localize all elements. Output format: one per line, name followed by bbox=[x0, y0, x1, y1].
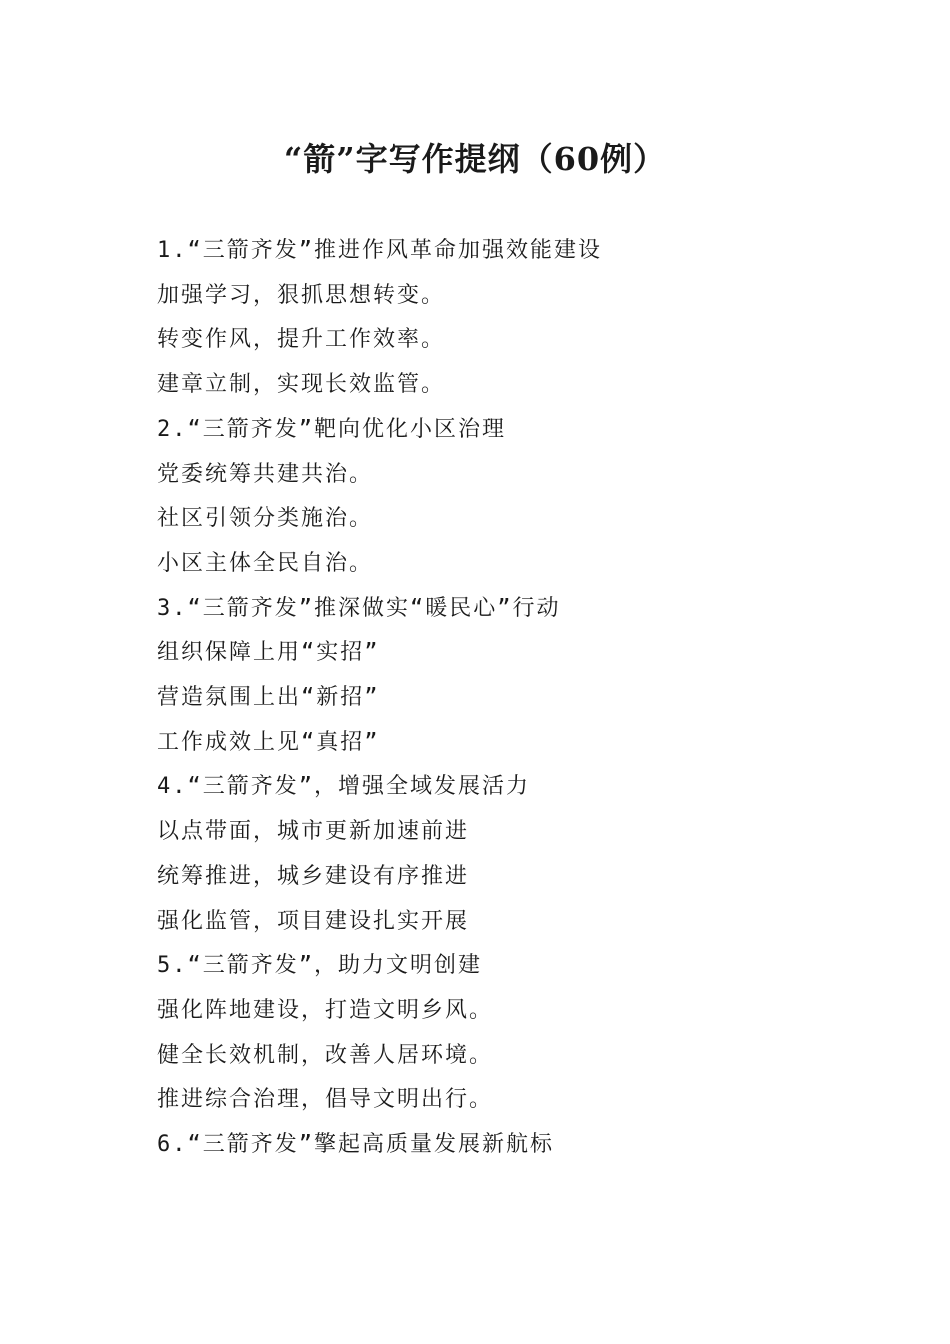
outline-heading-1: 1.“三箭齐发”推进作风革命加强效能建设 bbox=[157, 238, 602, 263]
outline-point: 推进综合治理，倡导文明出行。 bbox=[157, 1087, 494, 1113]
outline-heading-6: 6.“三箭齐发”擎起高质量发展新航标 bbox=[157, 1132, 554, 1158]
outline-heading-4: 4.“三箭齐发”，增强全域发展活力 bbox=[157, 774, 530, 800]
outline-heading-3: 3.“三箭齐发”推深做实“暖民心”行动 bbox=[157, 595, 561, 621]
outline-list bbox=[157, 229, 797, 1168]
outline-point: 党委统筹共建共治。 bbox=[157, 461, 374, 487]
outline-point: 建章立制，实现长效监管。 bbox=[157, 372, 446, 398]
outline-point: 以点带面，城市更新加速前进 bbox=[157, 819, 470, 845]
outline-point: 社区引领分类施治。 bbox=[157, 506, 374, 532]
outline-point: 组织保障上用“实招” bbox=[157, 640, 380, 666]
outline-heading-5: 5.“三箭齐发”，助力文明创建 bbox=[157, 953, 482, 979]
outline-point: 工作成效上见“真招” bbox=[157, 729, 380, 755]
outline-heading-2: 2.“三箭齐发”靶向优化小区治理 bbox=[157, 416, 506, 442]
outline-point: 小区主体全民自治。 bbox=[157, 550, 374, 576]
page-title: “箭”字写作提纲（60例） bbox=[283, 140, 667, 178]
outline-point: 营造氛围上出“新招” bbox=[157, 685, 380, 711]
outline-point: 强化阵地建设，打造文明乡风。 bbox=[157, 997, 494, 1023]
outline-point: 统筹推进，城乡建设有序推进 bbox=[157, 863, 470, 889]
outline-point: 强化监管，项目建设扎实开展 bbox=[157, 908, 470, 934]
outline-point: 健全长效机制，改善人居环境。 bbox=[157, 1042, 494, 1068]
outline-point: 加强学习，狠抓思想转变。 bbox=[157, 282, 446, 308]
outline-point: 转变作风，提升工作效率。 bbox=[157, 327, 446, 353]
